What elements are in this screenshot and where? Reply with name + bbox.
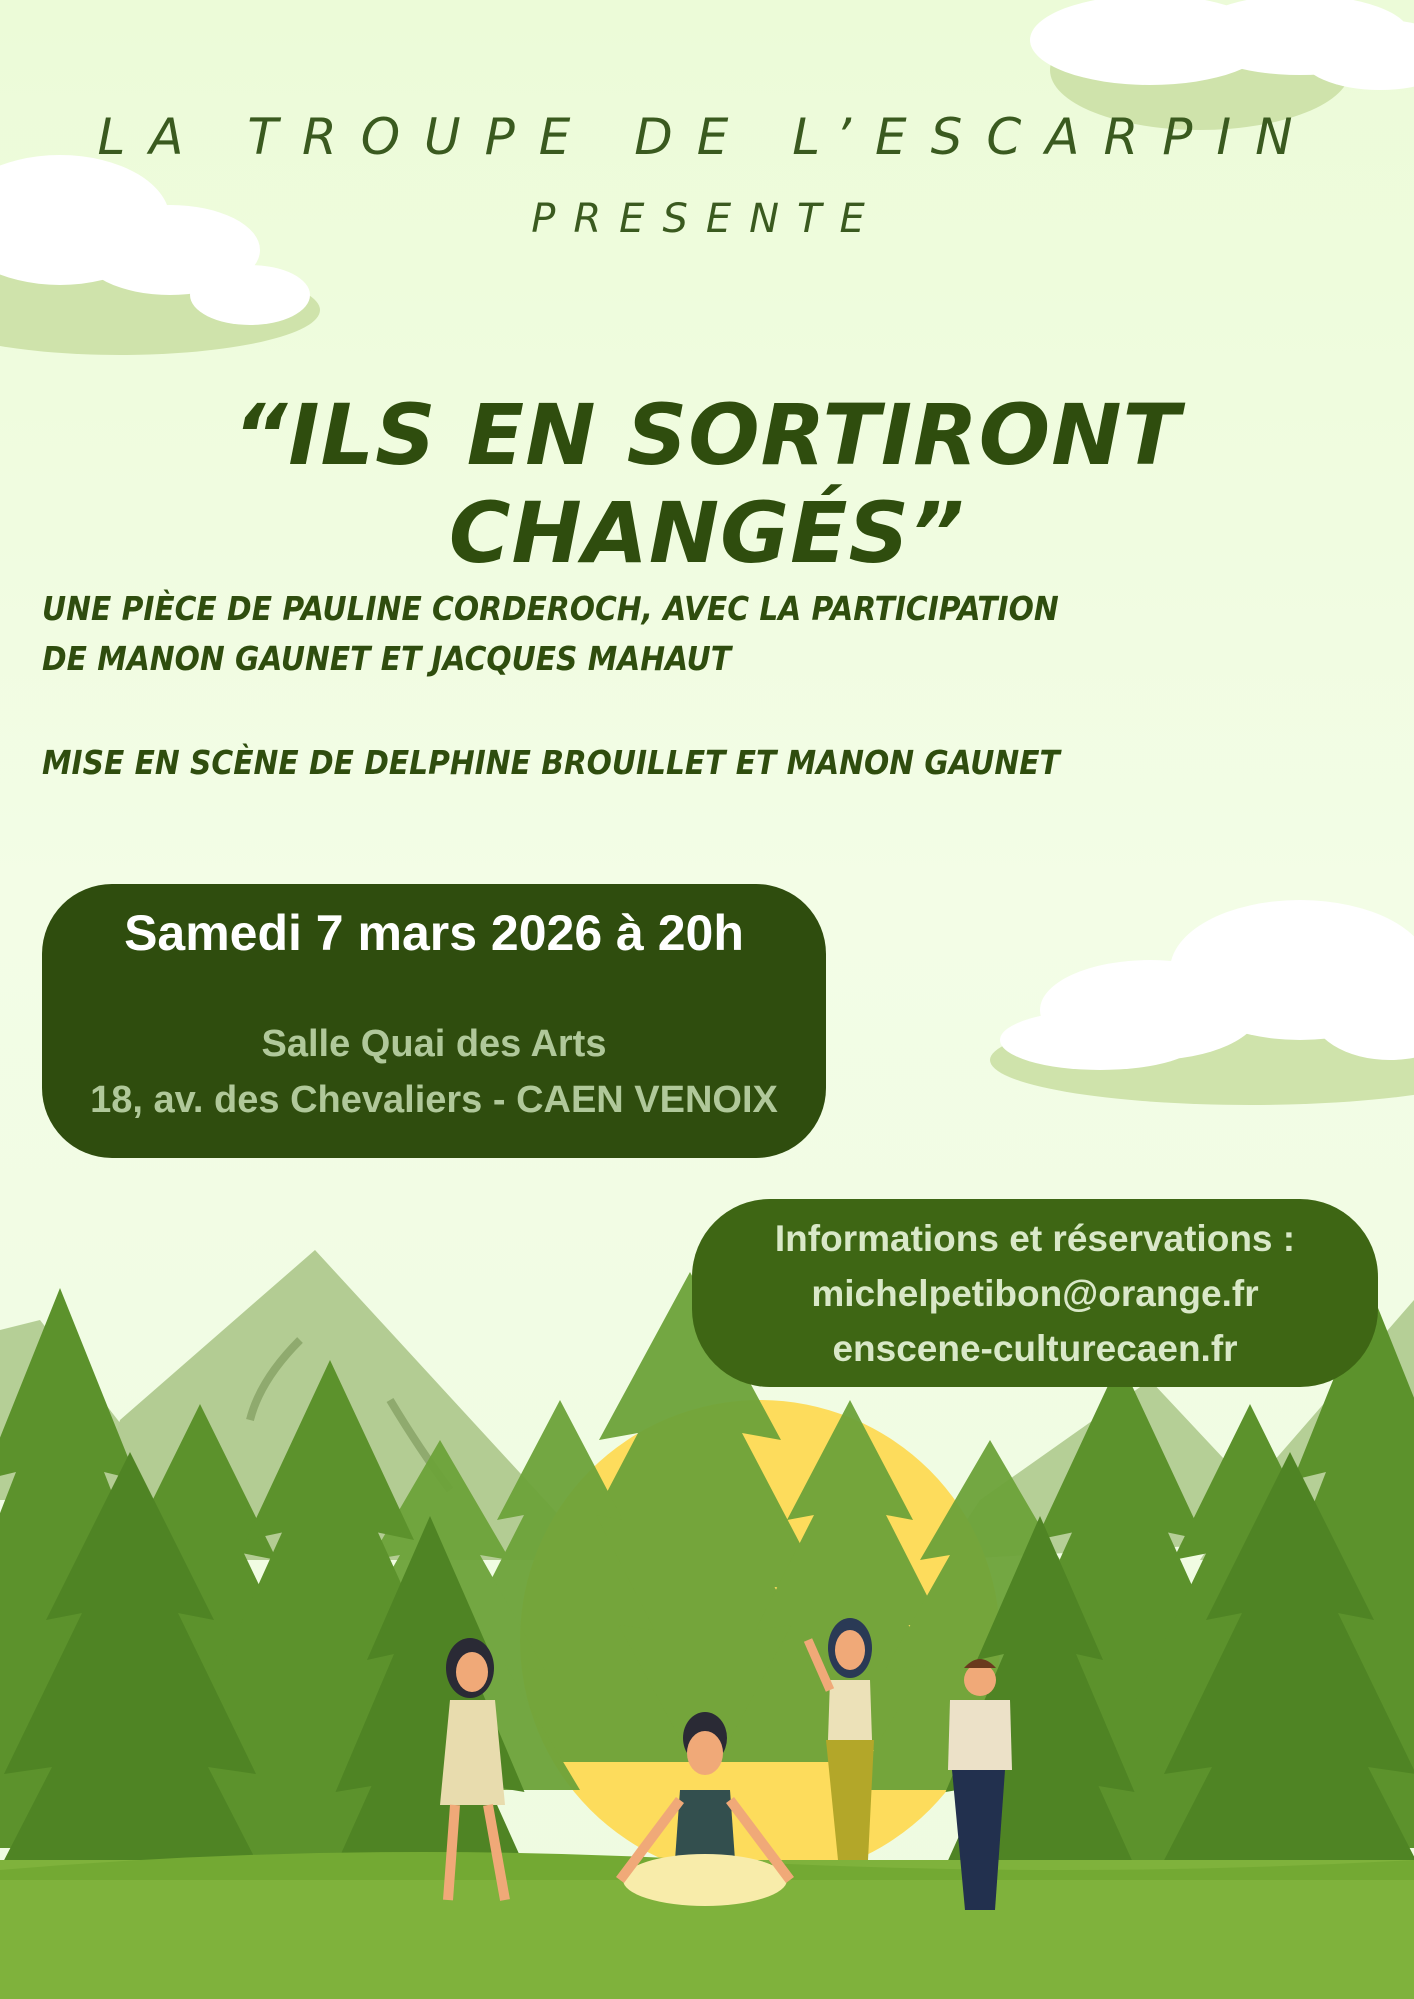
venue-name: Salle Quai des Arts (261, 1023, 607, 1065)
website-link[interactable]: enscene-culturecaen.fr (832, 1328, 1238, 1369)
credits-line-2: DE MANON GAUNET ET JACQUES MAHAUT (42, 639, 731, 678)
troupe-name: LA TROUPE DE L’ESCARPIN (97, 108, 1317, 166)
event-date: Samedi 7 mars 2026 à 20h (124, 905, 744, 961)
venue-address: 18, av. des Chevaliers - CAEN VENOIX (90, 1079, 778, 1121)
contact-email[interactable]: michelpetibon@orange.fr (811, 1273, 1259, 1314)
reservation-info-box (692, 1199, 1378, 1387)
event-venue (42, 1016, 826, 1128)
staging-credits: MISE EN SCÈNE DE DELPHINE BROUILLET ET MANON GAUNET (42, 743, 1060, 782)
event-details-box (42, 884, 826, 1158)
cloud-top-left (0, 155, 320, 355)
info-heading: Informations et réservations : (774, 1218, 1296, 1259)
presents-label: PRESENTE (531, 196, 883, 242)
cloud-right (990, 900, 1414, 1105)
play-title: “ILS EN SORTIRONT CHANGÉS” (233, 386, 1181, 582)
author-credits (42, 584, 1242, 684)
credits-line-1: UNE PIÈCE DE PAULINE CORDEROCH, AVEC LA PARTICIPATION (42, 589, 1059, 628)
